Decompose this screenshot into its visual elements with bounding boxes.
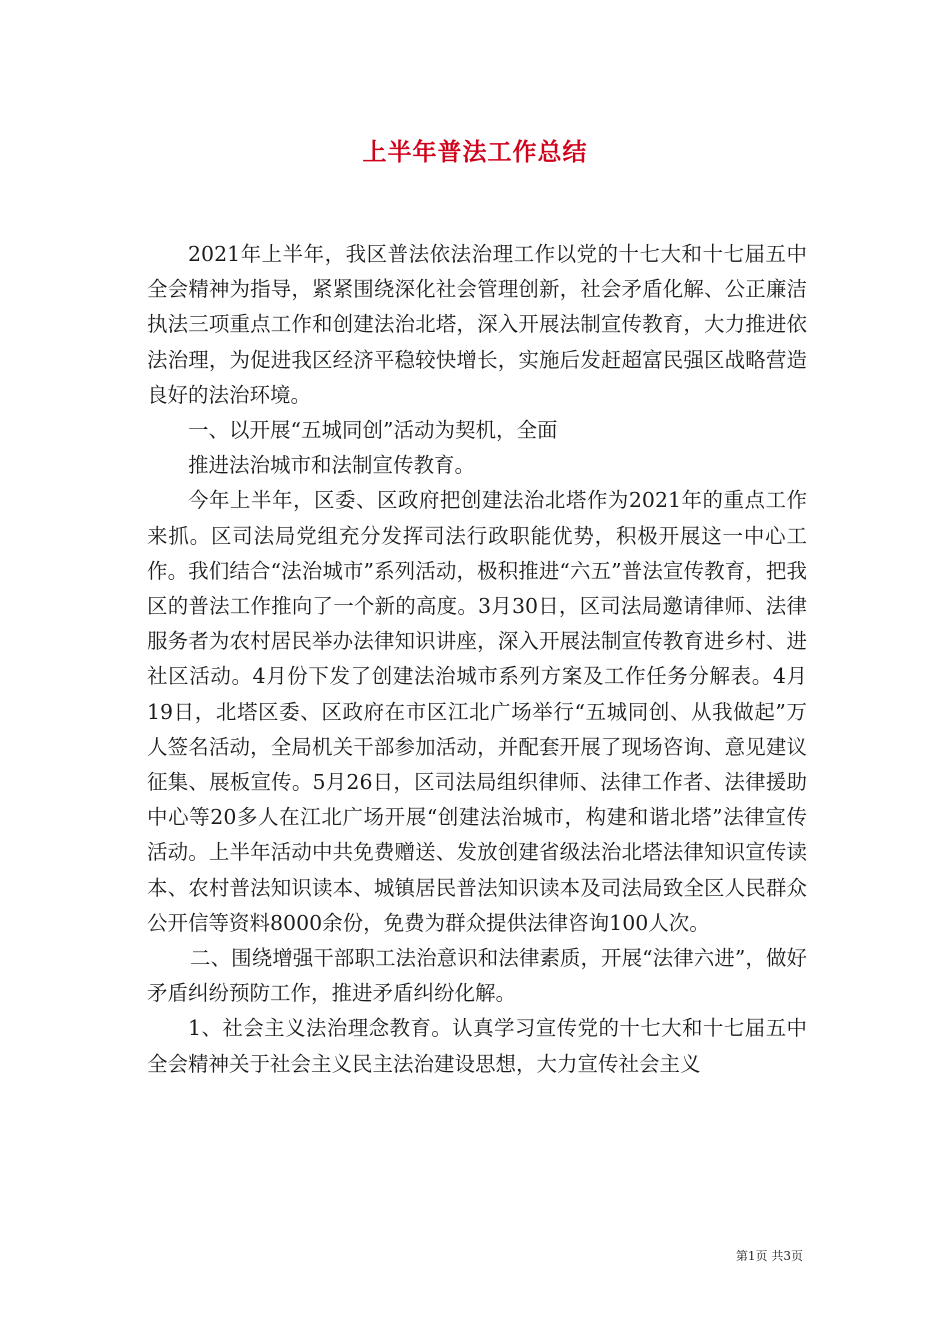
paragraph-intro: 2021年上半年，我区普法依法治理工作以党的十七大和十七届五中全会精神为指导，紧紧围绕深化社会管理创新，社会矛盾化解、公正廉洁执法三项重点工作和创建法治北塔，深入开展法制宣传教育，大力推进依法治理，为促进我区经济平稳较快增长，实施后发赶超富民强区战略营造良好的法治环境。 — [147, 242, 807, 407]
paragraph-section-one-body: 今年上半年，区委、区政府把创建法治北塔作为2021年的重点工作来抓。区司法局党组充分发挥司法行政职能优势，积极开展这一中心工作。我们结合“法治城市”系列活动，极积推进“六五”普法宣传教育，把我区的普法工作推向了一个新的高度。3月30日，区司法局邀请律师、法律服务者为农村居民举办法律知识讲座，深入开展法制宣传教育进乡村、进社区活动。4月份下发了创建法治城市系列方案及工作任务分解表。4月19日，北塔区委、区政府在市区江北广场举行“五城同创、从我做起”万人签名活动，全局机关干部参加活动，并配套开展了现场咨询、意见建议征集、展板宣传。5月26日，区司法局组织律师、法律工作者、法律援助中心等20多人在江北广场开展“创建法治城市，构建和谐北塔”法律宣传活动。上半年活动中共免费赠送、发放创建省级法治北塔法律知识宣传读本、农村普法知识读本、城镇居民普法知识读本及司法局致全区人民群众公开信等资料8000余份，免费为群众提供法律咨询100人次。 — [147, 488, 807, 935]
paragraph-section-one-heading-cont: 推进法治城市和法制宣传教育。 — [188, 453, 475, 478]
document-title: 上半年普法工作总结 — [362, 137, 588, 166]
paragraph-section-one-heading: 一、以开展“五城同创”活动为契机，全面 — [188, 418, 558, 443]
document-body — [147, 237, 807, 1082]
page-number: 第1页 共3页 — [735, 1249, 803, 1263]
paragraph-section-two-heading: 二、围绕增强干部职工法治意识和法律素质，开展“法律六进”，做好矛盾纠纷预防工作，推进矛盾纠纷化解。 — [147, 946, 807, 1006]
paragraph-section-two-item-one: 1、社会主义法治理念教育。认真学习宣传党的十七大和十七届五中全会精神关于社会主义民主法治建设思想，大力宣传社会主义 — [147, 1016, 807, 1076]
